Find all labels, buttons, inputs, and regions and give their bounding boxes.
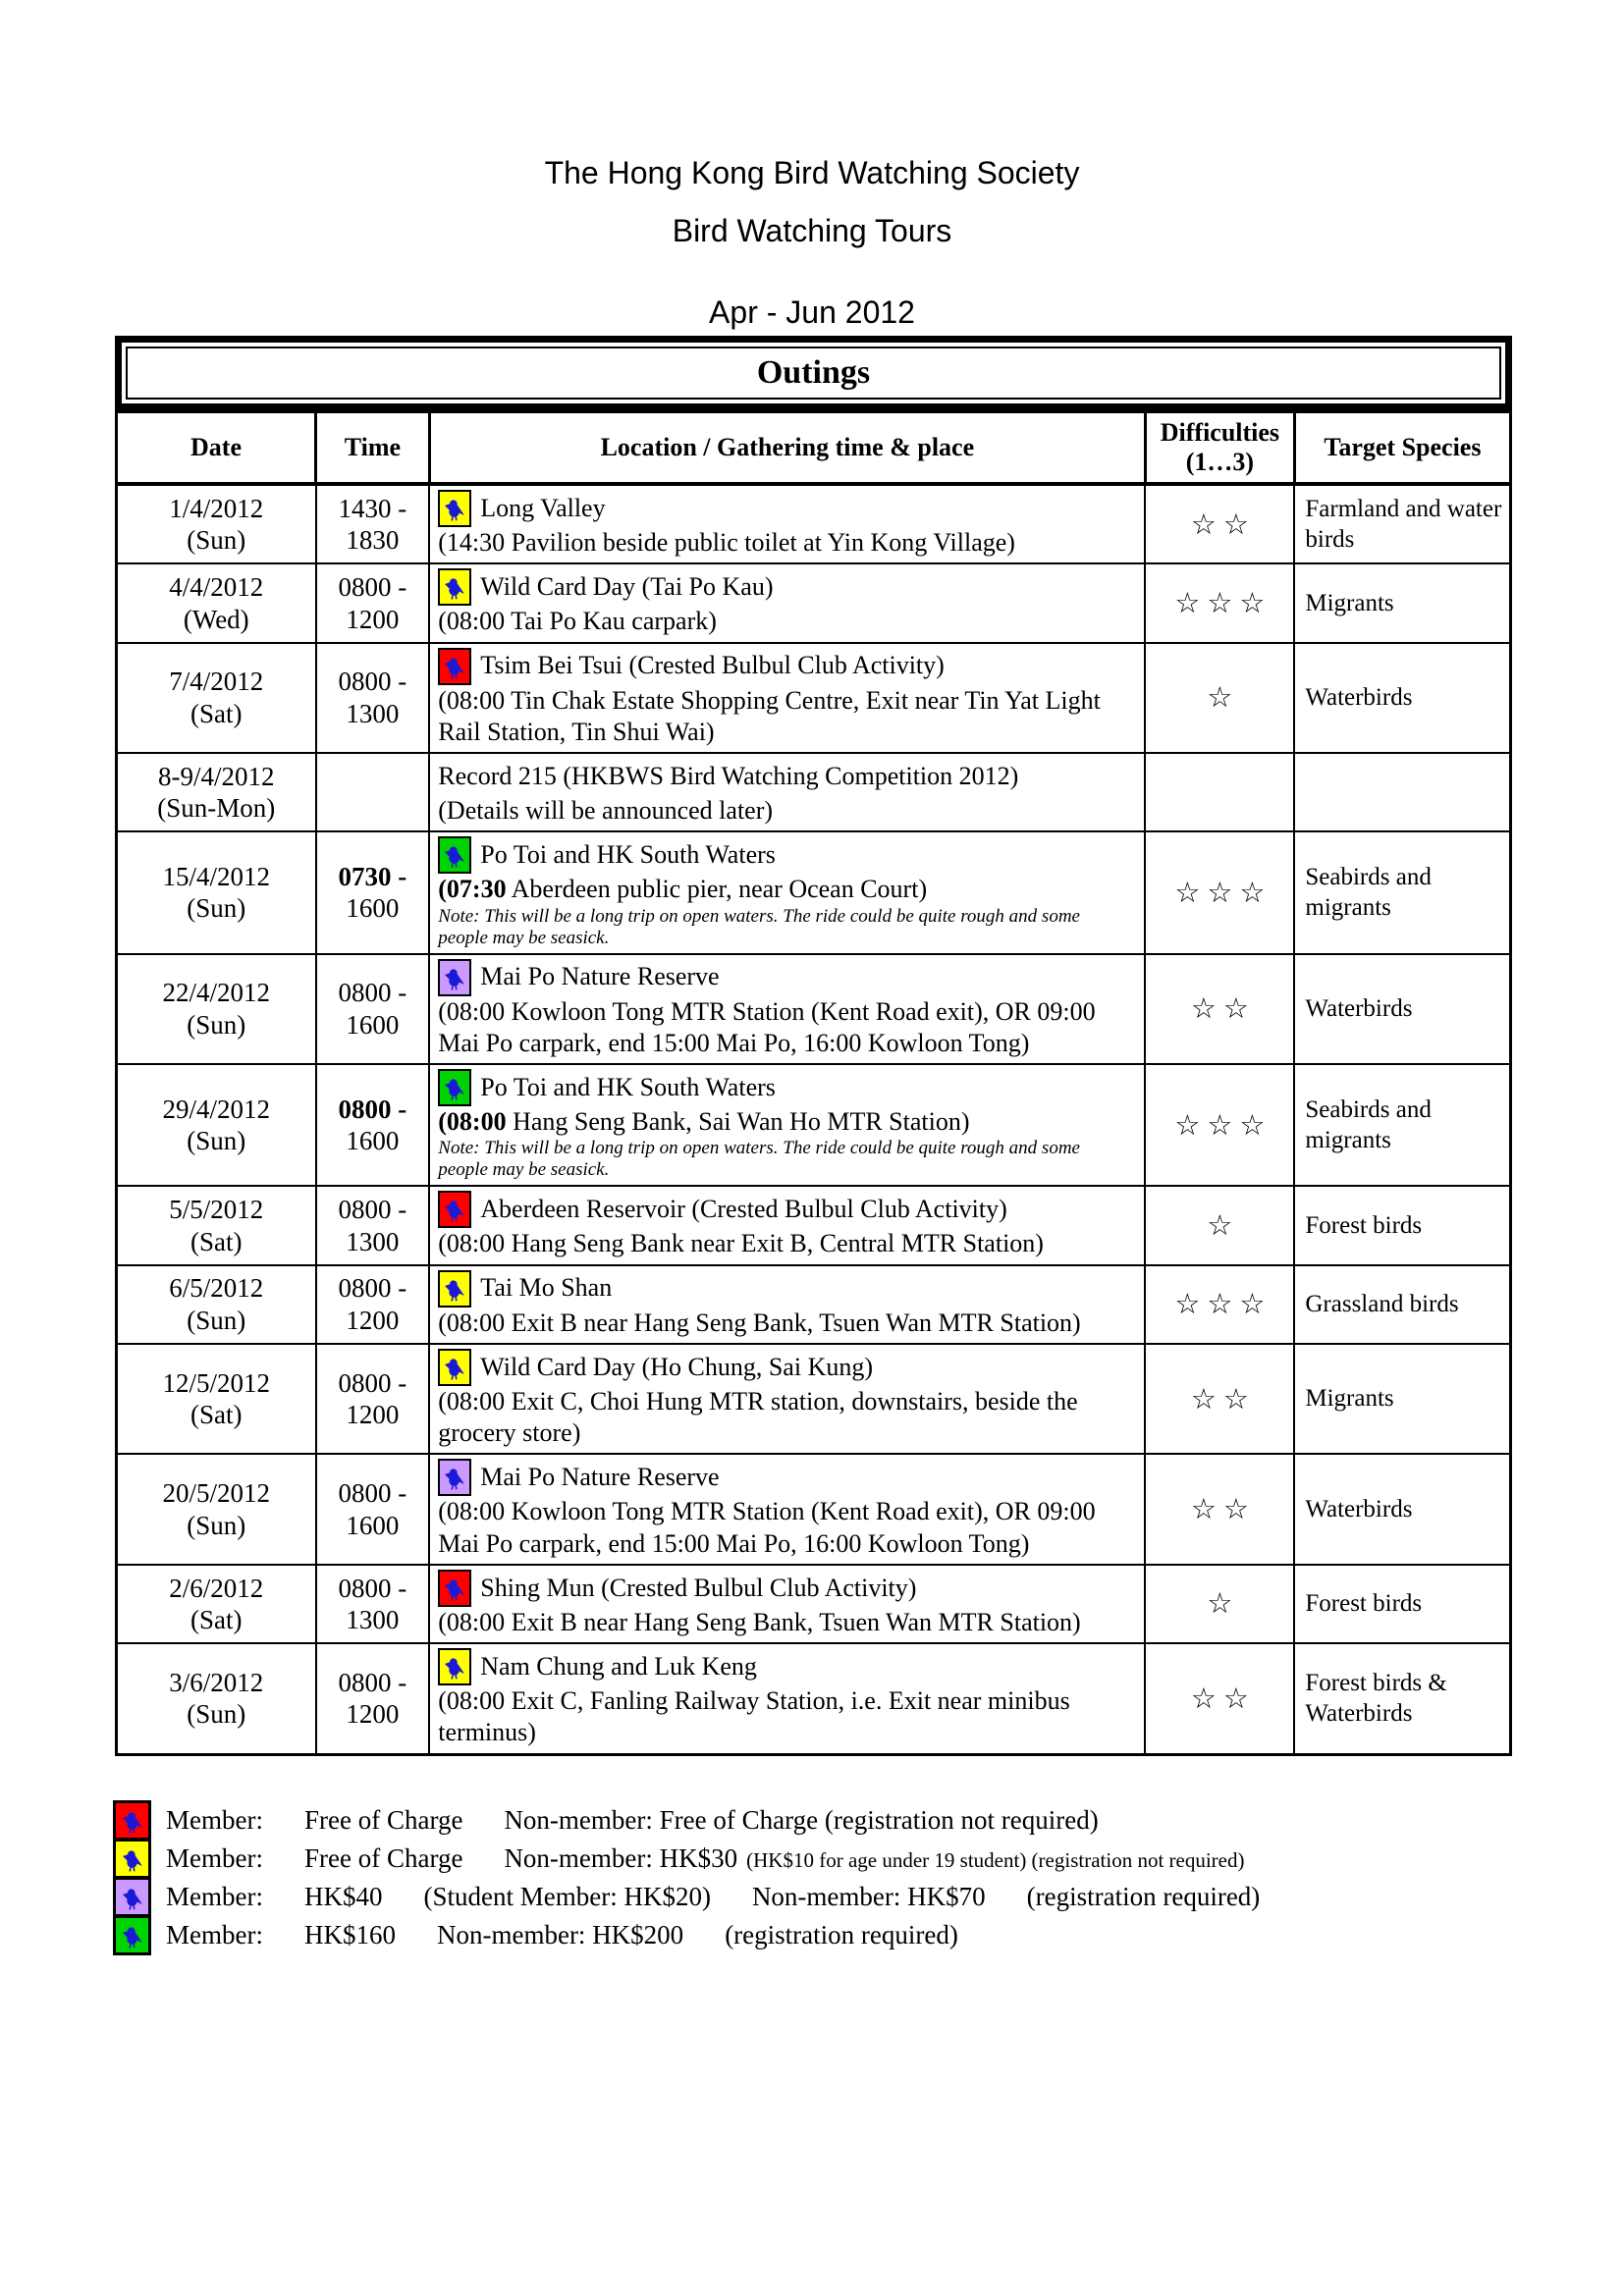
difficulty-cell: ☆ [1145, 643, 1294, 753]
date-day: (Sun) [187, 1126, 246, 1156]
time-cell [316, 831, 430, 953]
difficulty-cell: ☆ [1145, 1565, 1294, 1643]
time-cell [316, 484, 430, 563]
gathering-info: (08:00 Tin Chak Estate Shopping Centre, Exit near Tin Yat Light Rail Station, Tin Shui Wai) [438, 685, 1101, 746]
location-title: Wild Card Day (Ho Chung, Sai Kung) [480, 1352, 874, 1381]
location-title: Mai Po Nature Reserve [480, 962, 720, 991]
difficulty-cell: ☆☆ [1145, 1344, 1294, 1454]
gathering-info: (08:00 Exit B near Hang Seng Bank, Tsuen Wan MTR Station) [438, 1308, 1081, 1337]
location-title: Long Valley [480, 493, 606, 522]
location-cell [429, 1565, 1145, 1643]
date-value: 12/5/2012 [162, 1367, 271, 1398]
date-day: (Sun) [187, 893, 246, 924]
target-species-cell: Migrants [1294, 563, 1510, 642]
gathering-info: (07:30 Aberdeen public pier, near Ocean Court) [438, 875, 928, 904]
date-cell [117, 831, 316, 953]
date-day: (Sat) [190, 1226, 243, 1256]
date-cell [117, 1643, 316, 1754]
location-title: Aberdeen Reservoir (Crested Bulbul Club Activity) [480, 1195, 1007, 1224]
outings-rows [117, 484, 1511, 1754]
time-end: 1600 [346, 1009, 400, 1040]
location-cell [429, 1344, 1145, 1454]
difficulty-cell [1145, 753, 1294, 831]
location-cell [429, 1186, 1145, 1264]
difficulties-label: Difficulties [1160, 418, 1280, 448]
bird-icon [438, 836, 471, 874]
period-label: Apr - Jun 2012 [709, 294, 915, 330]
table-row [117, 954, 1511, 1064]
table-row [117, 753, 1511, 831]
legend-row [113, 1916, 1624, 1955]
gathering-info: (08:00 Exit B near Hang Seng Bank, Tsuen Wan MTR Station) [438, 1607, 1081, 1636]
date-cell [117, 1454, 316, 1564]
column-header-location: Location / Gathering time & place [429, 412, 1145, 484]
legend-segment: Member: [166, 1805, 263, 1836]
gathering-info: (Details will be announced later) [438, 796, 774, 826]
time-end: 1300 [346, 1226, 400, 1256]
location-title-line [438, 568, 1130, 606]
date-value: 8-9/4/2012 [158, 761, 275, 791]
date-cell [117, 1064, 316, 1186]
date-day: (Sat) [190, 698, 243, 728]
time-start: 0800 - [338, 978, 407, 1008]
date-cell [117, 954, 316, 1064]
time-start: 0800 - [338, 1094, 407, 1124]
time-end: 1200 [346, 1699, 400, 1730]
legend-text [166, 1843, 1244, 1874]
date-cell [117, 563, 316, 642]
location-title-line [438, 959, 1130, 996]
date-cell [117, 1186, 316, 1264]
legend-segment: Member: [166, 1882, 263, 1912]
legend-segment: Free of Charge [303, 1843, 463, 1874]
date-day: (Sun) [187, 1305, 246, 1335]
date-value: 20/5/2012 [162, 1478, 271, 1509]
date-day: (Sat) [190, 1604, 243, 1634]
date-value: 2/6/2012 [169, 1573, 264, 1603]
time-end: 1200 [346, 1400, 400, 1430]
gathering-time-bold: (08:00 [438, 1107, 507, 1137]
time-cell [316, 1565, 430, 1643]
location-title: Record 215 (HKBWS Bird Watching Competition 2012) [438, 761, 1019, 790]
location-title: Tsim Bei Tsui (Crested Bulbul Club Activity) [480, 651, 945, 680]
legend-segment: Free of Charge [303, 1805, 463, 1836]
location-title-line [438, 1648, 1130, 1685]
table-row [117, 1643, 1511, 1754]
time-end: 1200 [346, 1305, 400, 1335]
gathering-info: (08:00 Hang Seng Bank near Exit B, Central MTR Station) [438, 1229, 1044, 1258]
legend-segment: Non-member: Free of Charge (registration not required) [504, 1805, 1099, 1836]
bird-icon [113, 1877, 151, 1917]
page-subtitle: Bird Watching Tours [672, 212, 952, 248]
bird-icon [438, 1459, 471, 1496]
gathering-info: (08:00 Kowloon Tong MTR Station (Kent Road exit), OR 09:00 Mai Po carpark, end 15:00 Mai Po, 16:00 Kowloon Tong) [438, 996, 1096, 1057]
location-title-line [438, 648, 1130, 685]
location-title: Po Toi and HK South Waters [480, 840, 776, 870]
date-cell [117, 1344, 316, 1454]
table-row [117, 831, 1511, 953]
table-row [117, 643, 1511, 753]
bird-icon [438, 1270, 471, 1308]
date-value: 4/4/2012 [169, 572, 264, 603]
bird-icon [438, 959, 471, 996]
time-start: 0800 - [338, 1573, 407, 1603]
page-title: The Hong Kong Bird Watching Society [544, 155, 1080, 190]
target-species-cell: Forest birds [1294, 1565, 1510, 1643]
bird-icon [438, 1570, 471, 1607]
time-start: 0800 - [338, 1195, 407, 1225]
location-title-line [438, 836, 1130, 874]
time-start: 0800 - [338, 1367, 407, 1398]
date-value: 7/4/2012 [169, 667, 264, 697]
target-species-cell: Seabirds and migrants [1294, 831, 1510, 953]
time-cell [316, 563, 430, 642]
time-cell [316, 1265, 430, 1344]
legend-segment: (HK$10 for age under 19 student) (registration not required) [746, 1848, 1245, 1873]
location-title: Shing Mun (Crested Bulbul Club Activity) [480, 1573, 917, 1602]
trip-note: Note: This will be a long trip on open waters. The ride could be quite rough and some people may be seasick. [438, 1138, 1080, 1181]
location-cell [429, 1454, 1145, 1564]
location-title-line [438, 1191, 1130, 1228]
date-cell [117, 753, 316, 831]
target-species-cell: Waterbirds [1294, 954, 1510, 1064]
legend-segment: Member: [166, 1843, 263, 1874]
column-header-date: Date [117, 412, 316, 484]
location-cell [429, 1643, 1145, 1754]
target-species-cell: Waterbirds [1294, 1454, 1510, 1564]
table-row [117, 484, 1511, 563]
legend-text [166, 1805, 1099, 1836]
legend-segment: (Student Member: HK$20) [423, 1882, 711, 1912]
bird-icon [438, 1648, 471, 1685]
table-row [117, 1186, 1511, 1264]
location-cell [429, 954, 1145, 1064]
date-day: (Sun) [187, 1510, 246, 1540]
time-start: 0800 - [338, 1478, 407, 1509]
location-title: Tai Mo Shan [480, 1273, 613, 1303]
legend-segment: Member: [166, 1920, 263, 1950]
target-species-cell: Migrants [1294, 1344, 1510, 1454]
time-cell [316, 1064, 430, 1186]
legend-segment: HK$160 [303, 1920, 396, 1950]
table-row [117, 1565, 1511, 1643]
time-end: 1600 [346, 1126, 400, 1156]
bird-icon [438, 1349, 471, 1386]
gathering-info: (14:30 Pavilion beside public toilet at Yin Kong Village) [438, 528, 1015, 558]
gathering-info: (08:00 Kowloon Tong MTR Station (Kent Road exit), OR 09:00 Mai Po carpark, end 15:00 Mai Po, 16:00 Kowloon Tong) [438, 1497, 1096, 1558]
time-cell [316, 753, 430, 831]
time-end: 1600 [346, 893, 400, 924]
difficulty-cell: ☆☆ [1145, 1454, 1294, 1564]
location-cell [429, 753, 1145, 831]
difficulty-cell: ☆☆ [1145, 1643, 1294, 1754]
target-species-cell: Seabirds and migrants [1294, 1064, 1510, 1186]
date-day: (Sun) [187, 525, 246, 556]
time-end: 1200 [346, 604, 400, 634]
table-row [117, 1344, 1511, 1454]
date-value: 3/6/2012 [169, 1667, 264, 1697]
legend-segment: Non-member: HK$200 [436, 1920, 684, 1950]
location-cell [429, 484, 1145, 563]
gathering-time-bold: (07:30 [438, 875, 507, 904]
legend-segment: Non-member: HK$30 [504, 1843, 738, 1874]
bird-icon [438, 648, 471, 685]
table-row [117, 1064, 1511, 1186]
bird-icon [438, 568, 471, 606]
time-start: 0800 - [338, 667, 407, 697]
target-species-cell: Waterbirds [1294, 643, 1510, 753]
location-title-line [438, 1069, 1130, 1106]
date-value: 29/4/2012 [162, 1094, 271, 1124]
time-cell [316, 1454, 430, 1564]
trip-note: Note: This will be a long trip on open waters. The ride could be quite rough and some people may be seasick. [438, 905, 1080, 948]
legend-segment: Non-member: HK$70 [751, 1882, 986, 1912]
bird-icon [438, 1069, 471, 1106]
location-title-line [438, 490, 1130, 527]
difficulty-cell: ☆☆☆ [1145, 563, 1294, 642]
time-cell [316, 954, 430, 1064]
date-cell [117, 1265, 316, 1344]
time-end: 1300 [346, 1604, 400, 1634]
target-species-cell: Forest birds [1294, 1186, 1510, 1264]
date-day: (Sat) [190, 1400, 243, 1430]
gathering-info: (08:00 Exit C, Fanling Railway Station, i.e. Exit near minibus terminus) [438, 1686, 1070, 1747]
difficulty-cell: ☆☆☆ [1145, 1265, 1294, 1344]
target-species-cell: Forest birds & Waterbirds [1294, 1643, 1510, 1754]
location-title: Wild Card Day (Tai Po Kau) [480, 572, 774, 602]
date-value: 5/5/2012 [169, 1195, 264, 1225]
difficulty-cell: ☆☆☆ [1145, 1064, 1294, 1186]
outings-banner: Outings [126, 347, 1501, 400]
legend-row [113, 1840, 1624, 1879]
location-title-line [438, 1570, 1130, 1607]
date-day: (Sun-Mon) [157, 793, 276, 824]
time-cell [316, 643, 430, 753]
time-start: 0800 - [338, 1667, 407, 1697]
location-title-line [438, 1349, 1130, 1386]
time-start: 0800 - [338, 572, 407, 603]
date-day: (Sun) [187, 1699, 246, 1730]
location-title: Mai Po Nature Reserve [480, 1463, 720, 1492]
time-start: 0800 - [338, 1273, 407, 1304]
legend-segment: (registration required) [1026, 1882, 1261, 1912]
location-title-line [438, 1459, 1130, 1496]
difficulty-cell: ☆☆☆ [1145, 831, 1294, 953]
time-end: 1300 [346, 698, 400, 728]
gathering-info: (08:00 Exit C, Choi Hung MTR station, downstairs, beside the grocery store) [438, 1386, 1078, 1448]
legend-row [113, 1801, 1624, 1841]
location-title: Po Toi and HK South Waters [480, 1072, 776, 1101]
location-cell [429, 563, 1145, 642]
date-cell [117, 1565, 316, 1643]
column-header-difficulties [1145, 412, 1294, 484]
time-start: 1430 - [338, 493, 407, 523]
bird-icon [113, 1839, 151, 1879]
time-start: 0730 - [338, 862, 407, 892]
date-value: 22/4/2012 [162, 978, 271, 1008]
legend-text [166, 1882, 1260, 1912]
target-species-cell: Grassland birds [1294, 1265, 1510, 1344]
legend-segment: HK$40 [303, 1882, 383, 1912]
outings-grid [115, 410, 1512, 1755]
column-header-time: Time [316, 412, 430, 484]
location-cell [429, 643, 1145, 753]
location-title-line [438, 758, 1130, 795]
time-end: 1600 [346, 1510, 400, 1540]
location-cell [429, 831, 1145, 953]
table-row [117, 1265, 1511, 1344]
legend-row [113, 1878, 1624, 1917]
difficulty-cell: ☆☆ [1145, 954, 1294, 1064]
location-title-line [438, 1270, 1130, 1308]
outings-table [115, 336, 1512, 1755]
outings-banner-frame [115, 336, 1512, 410]
location-cell [429, 1064, 1145, 1186]
bird-icon [438, 490, 471, 527]
bird-icon [438, 1191, 471, 1228]
legend-text [166, 1920, 958, 1950]
legend-segment: (registration required) [725, 1920, 958, 1950]
time-end: 1830 [346, 525, 400, 556]
date-value: 1/4/2012 [169, 493, 264, 523]
gathering-info: (08:00 Tai Po Kau carpark) [438, 607, 717, 636]
difficulties-range: (1…3) [1185, 448, 1255, 477]
document-header [0, 0, 1624, 330]
time-cell [316, 1186, 430, 1264]
column-header-target-species: Target Species [1294, 412, 1510, 484]
date-cell [117, 484, 316, 563]
time-cell [316, 1643, 430, 1754]
date-day: (Wed) [183, 604, 249, 634]
date-value: 15/4/2012 [162, 862, 271, 892]
difficulty-cell: ☆ [1145, 1186, 1294, 1264]
date-value: 6/5/2012 [169, 1273, 264, 1304]
difficulty-cell: ☆☆ [1145, 484, 1294, 563]
time-cell [316, 1344, 430, 1454]
header-row [117, 412, 1511, 484]
bird-icon [113, 1800, 151, 1841]
location-cell [429, 1265, 1145, 1344]
bird-icon [113, 1915, 151, 1955]
location-title: Nam Chung and Luk Keng [480, 1651, 757, 1681]
target-species-cell: Farmland and water birds [1294, 484, 1510, 563]
table-row [117, 563, 1511, 642]
gathering-info: (08:00 Hang Seng Bank, Sai Wan Ho MTR Station) [438, 1107, 970, 1137]
target-species-cell [1294, 753, 1510, 831]
date-cell [117, 643, 316, 753]
fee-legend [113, 1801, 1624, 1955]
date-day: (Sun) [187, 1009, 246, 1040]
table-row [117, 1454, 1511, 1564]
